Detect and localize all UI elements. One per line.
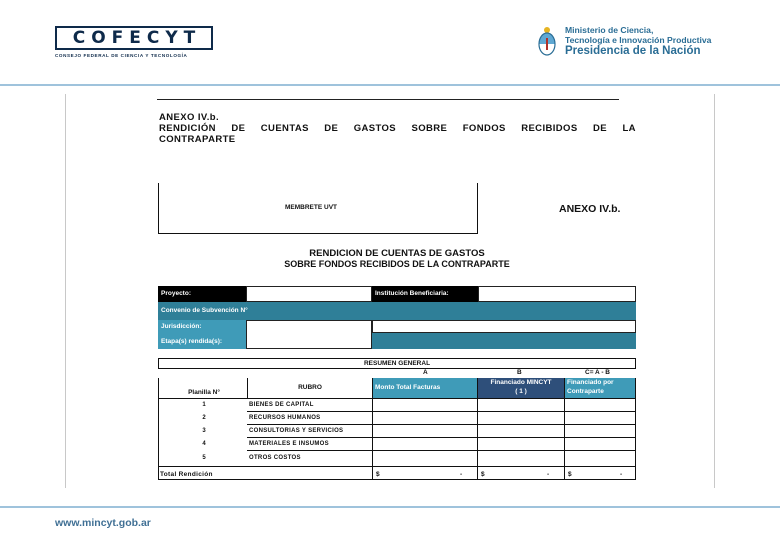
row-number: 2 xyxy=(202,415,206,421)
col-letter-a: A xyxy=(423,369,428,376)
col-letter-b: B xyxy=(517,369,522,376)
row-number: 3 xyxy=(202,428,206,434)
row-divider xyxy=(158,398,636,399)
col-divider xyxy=(564,378,565,480)
annex-title-line-2: CONTRAPARTE xyxy=(159,134,236,145)
form-title: RENDICION DE CUENTAS DE GASTOS xyxy=(309,248,485,259)
row-divider xyxy=(158,466,636,467)
planilla-header: Planilla N° xyxy=(188,389,220,396)
contra-header: Financiado por xyxy=(567,379,614,386)
argentina-shield-icon xyxy=(537,26,557,56)
row-divider xyxy=(247,437,636,438)
row-divider xyxy=(247,411,636,412)
cofecyt-logo xyxy=(55,26,213,50)
convenio-label: Convenio de Subvención N° xyxy=(158,302,636,320)
total-value: - xyxy=(460,471,463,478)
row-rubro: CONSULTORIAS Y SERVICIOS xyxy=(249,428,344,434)
annex-code: ANEXO IV.b. xyxy=(159,112,220,123)
frame-left-line xyxy=(65,94,66,488)
contra-header-2: Contraparte xyxy=(567,388,604,395)
annex-title-word: CUENTAS xyxy=(260,123,309,134)
membrete-label: MEMBRETE UVT xyxy=(285,204,337,211)
row-rubro: MATERIALES E INSUMOS xyxy=(249,441,329,447)
annex-title-word: RENDICIÓN xyxy=(159,123,216,134)
document-top-rule xyxy=(157,99,619,100)
header-divider xyxy=(0,84,780,86)
form-subtitle: SOBRE FONDOS RECIBIDOS DE LA CONTRAPARTE xyxy=(284,259,510,269)
etapa-label: Etapa(s) rendida(s): xyxy=(158,334,246,349)
footer-divider xyxy=(0,506,780,508)
annex-title-word: LA xyxy=(622,123,636,134)
mincyt-header: Financiado MINCYT xyxy=(490,379,552,386)
row-number: 1 xyxy=(202,402,206,408)
jurisdiccion-field[interactable] xyxy=(246,320,372,349)
annex-title-word: FONDOS xyxy=(462,123,506,134)
ministry-line-1: Ministerio de Ciencia, xyxy=(565,25,654,35)
col-letter-c: C= A - B xyxy=(585,369,610,376)
annex-title-word: DE xyxy=(231,123,246,134)
total-currency: $ xyxy=(481,471,485,478)
col-divider xyxy=(477,378,478,480)
footer-url: www.mincyt.gob.ar xyxy=(55,517,151,529)
annex-title-word: DE xyxy=(324,123,339,134)
monto-header: Monto Total Facturas xyxy=(375,384,441,391)
institucion-label: Institución Beneficiaria: xyxy=(372,286,478,302)
jurisdiccion-extra-field[interactable] xyxy=(372,320,636,333)
col-divider xyxy=(372,378,373,480)
annex-title-word: RECIBIDOS xyxy=(521,123,578,134)
rubro-header: RUBRO xyxy=(298,384,322,391)
row-divider xyxy=(247,424,636,425)
row-number: 5 xyxy=(202,455,206,461)
resumen-general-title: RESUMEN GENERAL xyxy=(158,358,636,369)
total-currency: $ xyxy=(376,471,380,478)
logo-text: COFECYT xyxy=(72,28,202,48)
etapa-shaded-cell xyxy=(372,333,636,349)
ministry-line-3: Presidencia de la Nación xyxy=(565,45,701,57)
annex-title-word: GASTOS xyxy=(353,123,397,134)
annex-right-label: ANEXO IV.b. xyxy=(559,203,621,215)
mincyt-header-note: ( 1 ) xyxy=(515,388,527,395)
institucion-field[interactable] xyxy=(478,286,636,302)
ministry-logo xyxy=(537,24,737,60)
total-value: - xyxy=(547,471,550,478)
total-value: - xyxy=(620,471,623,478)
frame-right-line xyxy=(714,94,715,488)
row-divider xyxy=(247,450,636,451)
logo-subtitle: CONSEJO FEDERAL DE CIENCIA Y TECNOLOGÍA xyxy=(55,53,188,58)
total-currency: $ xyxy=(568,471,572,478)
proyecto-label: Proyecto: xyxy=(158,286,246,302)
row-rubro: RECURSOS HUMANOS xyxy=(249,415,321,421)
jurisdiccion-label: Jurisdicción: xyxy=(158,320,246,334)
annex-title-word: DE xyxy=(593,123,608,134)
row-number: 4 xyxy=(202,441,206,447)
proyecto-field[interactable] xyxy=(246,286,372,302)
annex-title xyxy=(159,123,636,134)
annex-title-word: SOBRE xyxy=(411,123,448,134)
row-rubro: OTROS COSTOS xyxy=(249,455,301,461)
ministry-line-2: Tecnología e Innovación Productiva xyxy=(565,35,712,45)
total-label: Total Rendición xyxy=(160,471,213,478)
row-rubro: BIENES DE CAPITAL xyxy=(249,402,314,408)
